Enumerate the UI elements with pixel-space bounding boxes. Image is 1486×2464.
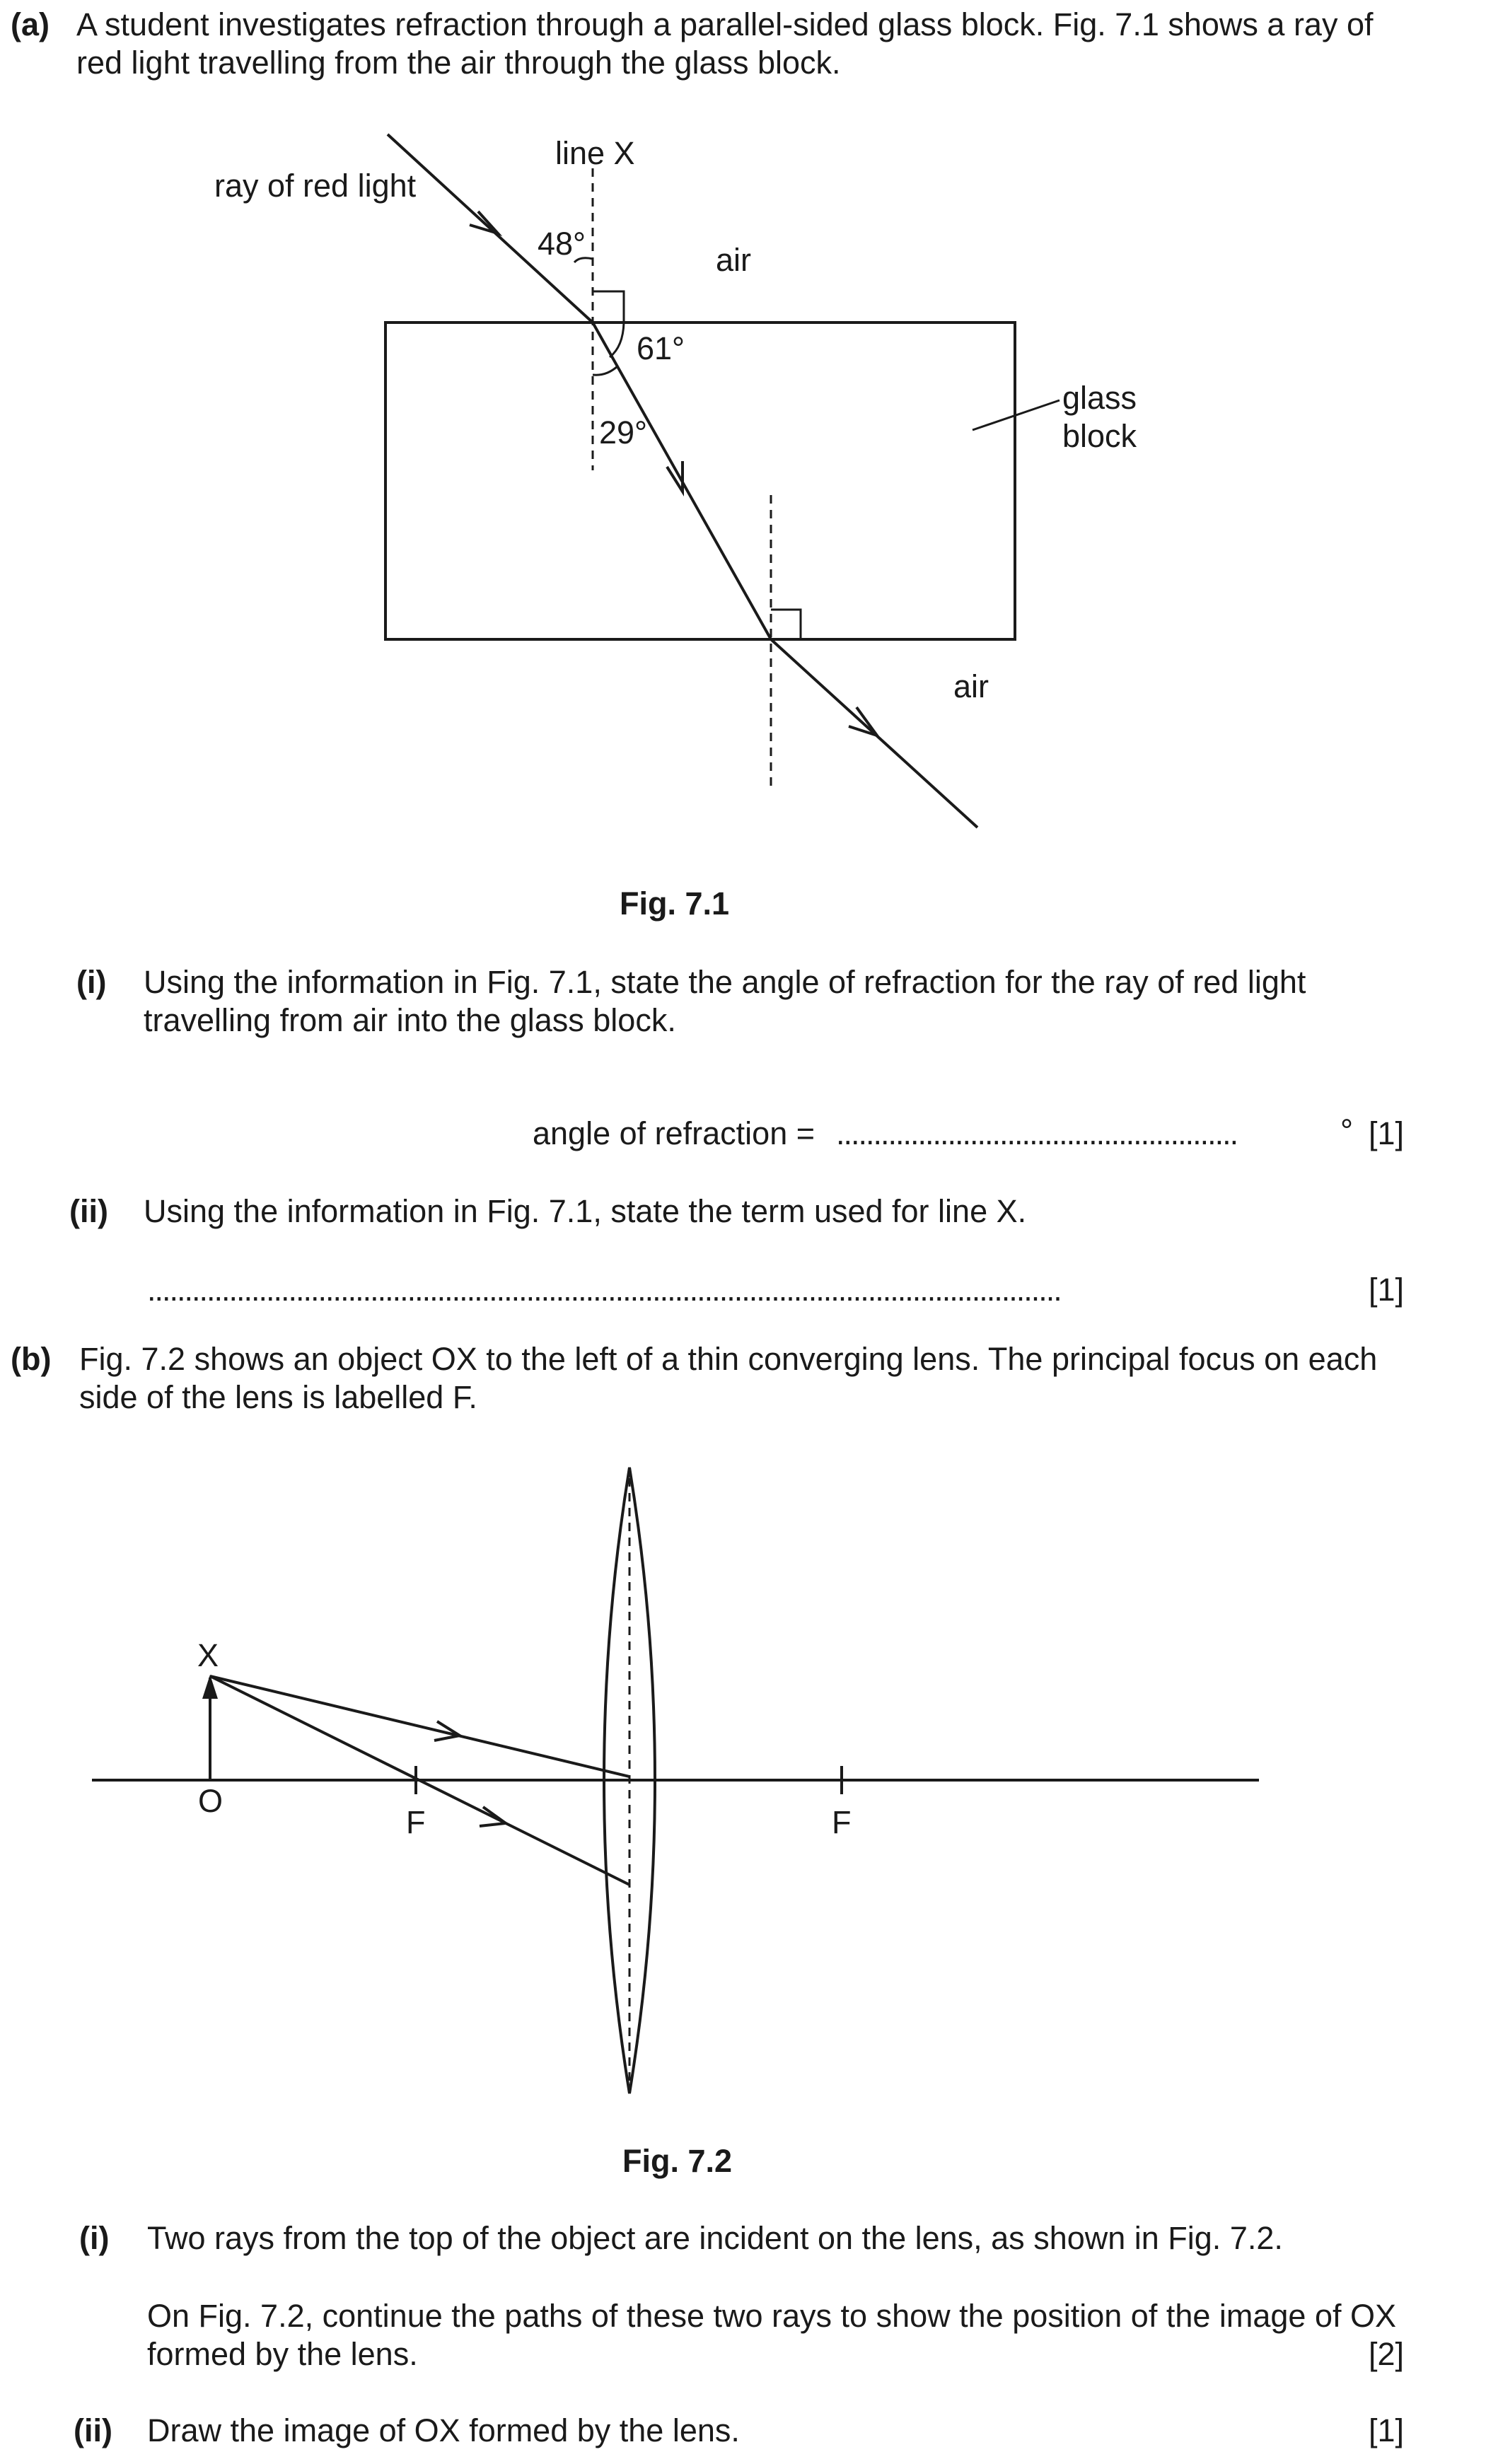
q-b-ii-marks: [1] bbox=[1369, 2412, 1405, 2448]
label-angle-29: 29° bbox=[599, 414, 648, 451]
label-air-bottom: air bbox=[953, 668, 989, 704]
label-glass: glass bbox=[1062, 380, 1137, 416]
label-block: block bbox=[1062, 418, 1137, 454]
fig-7-2-caption: Fig. 7.2 bbox=[622, 2143, 733, 2179]
ray-1 bbox=[210, 1676, 629, 1777]
label-o: O bbox=[198, 1783, 224, 1819]
q-a-i-line2: travelling from air into the glass block. bbox=[144, 1002, 676, 1038]
q-a-i-line1: Using the information in Fig. 7.1, state the angle of refraction for the ray of red light bbox=[144, 964, 1306, 1000]
part-b-label: (b) bbox=[11, 1341, 52, 1377]
q-a-ii-line1: Using the information in Fig. 7.1, state the term used for line X. bbox=[144, 1193, 1027, 1229]
q-b-i-marks: [2] bbox=[1369, 2336, 1405, 2372]
label-angle-48: 48° bbox=[538, 226, 586, 262]
label-f-right: F bbox=[832, 1804, 852, 1840]
q-a-i-answer-dots[interactable]: ...................................................... bbox=[836, 1115, 1238, 1151]
part-a-intro-line2: red light travelling from the air through the glass block. bbox=[76, 45, 841, 81]
q-b-i-line1: Two rays from the top of the object are incident on the lens, as shown in Fig. 7.2. bbox=[147, 2220, 1283, 2256]
fig-7-1-caption: Fig. 7.1 bbox=[620, 885, 730, 922]
q-b-ii-label: (ii) bbox=[74, 2412, 112, 2448]
label-air-top: air bbox=[716, 242, 752, 278]
part-a-intro-line1: A student investigates refraction through a parallel-sided glass block. Fig. 7.1 shows a ray of bbox=[76, 6, 1374, 42]
q-b-i-label: (i) bbox=[79, 2220, 110, 2256]
part-b-intro-line1: Fig. 7.2 shows an object OX to the left of a thin converging lens. The principal focus on each bbox=[79, 1341, 1378, 1377]
part-b-intro-line2: side of the lens is labelled F. bbox=[79, 1379, 477, 1415]
q-a-ii-label: (ii) bbox=[69, 1193, 108, 1229]
label-line-x: line X bbox=[555, 135, 635, 171]
part-a-label: (a) bbox=[11, 6, 50, 42]
label-f-left: F bbox=[406, 1804, 426, 1840]
q-a-i-answer-prefix: angle of refraction = bbox=[533, 1115, 815, 1151]
label-angle-61: 61° bbox=[637, 330, 685, 366]
q-a-i-marks: [1] bbox=[1369, 1115, 1405, 1151]
q-b-i-line2: On Fig. 7.2, continue the paths of these two rays to show the position of the image of OX bbox=[147, 2298, 1397, 2334]
q-a-i-label: (i) bbox=[76, 964, 107, 1000]
q-a-ii-marks: [1] bbox=[1369, 1272, 1405, 1308]
label-x: X bbox=[197, 1637, 219, 1673]
q-b-ii-line1: Draw the image of OX formed by the lens. bbox=[147, 2412, 740, 2448]
q-a-i-unit: ° bbox=[1340, 1112, 1353, 1149]
q-a-ii-answer-dots[interactable]: ........................................................................................................................... bbox=[147, 1272, 1061, 1308]
q-b-i-line3: formed by the lens. bbox=[147, 2336, 418, 2372]
label-ray: ray of red light bbox=[214, 168, 417, 204]
